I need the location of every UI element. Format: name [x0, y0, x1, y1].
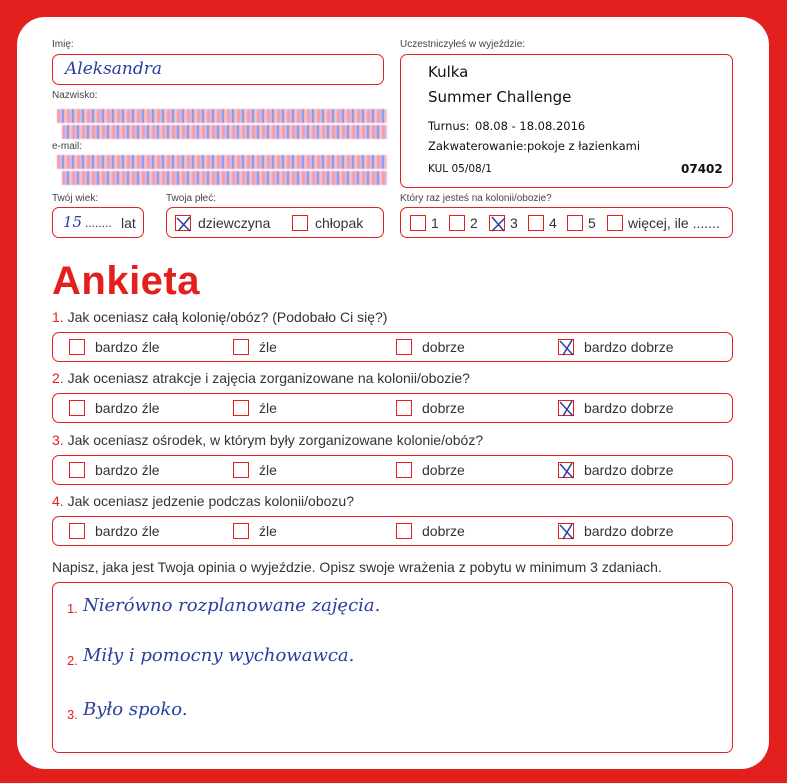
name-label: Imię: — [52, 39, 74, 50]
rating-option-label: dobrze — [422, 339, 465, 355]
email-label: e-mail: — [52, 141, 83, 152]
question-text: Jak oceniasz jedzenie podczas kolonii/obozu? — [67, 493, 354, 509]
rating-checkbox[interactable] — [69, 523, 85, 539]
opinion-num-1: 1. — [67, 601, 78, 616]
question-text: Jak oceniasz ośrodek, w którym były zorganizowane kolonie/obóz? — [67, 432, 484, 448]
camp-number: 07402 — [681, 162, 723, 176]
times-option-3: 3 — [510, 215, 518, 231]
gender-checkbox-male[interactable] — [292, 215, 308, 231]
answer-row-2 — [52, 393, 733, 423]
question-text: Jak oceniasz całą kolonię/obóz? (Podobało Ci się?) — [67, 309, 388, 325]
gender-option-female: dziewczyna — [198, 215, 271, 231]
question-4 — [52, 493, 354, 509]
age-unit: lat — [121, 215, 136, 231]
rating-option-label: bardzo źle — [95, 400, 160, 416]
times-option-more: więcej, ile ....... — [628, 215, 720, 231]
gender-label: Twoja płeć: — [166, 193, 217, 204]
camp-name-line1: Kulka — [428, 63, 469, 81]
check-mark-icon — [174, 214, 194, 234]
rating-checkbox[interactable] — [233, 523, 249, 539]
question-text: Jak oceniasz atrakcje i zajęcia zorganizowane na kolonii/obozie? — [67, 370, 470, 386]
rating-checkbox[interactable] — [396, 462, 412, 478]
rating-option-label: bardzo dobrze — [584, 339, 674, 355]
rating-option-label: źle — [259, 339, 277, 355]
times-label: Który raz jesteś na kolonii/obozie? — [400, 193, 552, 204]
opinion-line-3: Było spoko. — [83, 699, 188, 720]
check-mark-icon — [557, 522, 577, 542]
rating-option-label: bardzo dobrze — [584, 462, 674, 478]
rating-option-label: dobrze — [422, 462, 465, 478]
opinion-num-2: 2. — [67, 653, 78, 668]
question-1 — [52, 309, 387, 325]
times-option-2: 2 — [470, 215, 478, 231]
answer-row-3 — [52, 455, 733, 485]
age-dots: ........ — [85, 216, 112, 230]
rating-option-label: bardzo dobrze — [584, 400, 674, 416]
check-mark-icon — [557, 461, 577, 481]
camp-info-box — [400, 54, 733, 188]
rating-option-label: bardzo dobrze — [584, 523, 674, 539]
check-mark-icon — [557, 338, 577, 358]
rating-checkbox[interactable] — [233, 462, 249, 478]
check-mark-icon — [557, 399, 577, 419]
answer-row-4 — [52, 516, 733, 546]
rating-option-label: bardzo źle — [95, 339, 160, 355]
opinion-line-1: Nierówno rozplanowane zajęcia. — [83, 595, 381, 616]
question-2 — [52, 370, 470, 386]
rating-checkbox[interactable] — [69, 339, 85, 355]
rating-checkbox[interactable] — [558, 339, 574, 355]
email-redacted-2 — [62, 171, 387, 185]
rating-option-label: dobrze — [422, 523, 465, 539]
times-checkbox-more[interactable] — [607, 215, 623, 231]
rating-checkbox[interactable] — [396, 339, 412, 355]
question-number: 3. — [52, 432, 64, 448]
survey-title: Ankieta — [52, 259, 200, 303]
question-number: 4. — [52, 493, 64, 509]
opinion-num-3: 3. — [67, 707, 78, 722]
surname-redacted — [57, 109, 387, 123]
times-option-1: 1 — [431, 215, 439, 231]
rating-option-label: bardzo źle — [95, 462, 160, 478]
check-mark-icon — [488, 214, 508, 234]
rating-option-label: źle — [259, 400, 277, 416]
rating-checkbox[interactable] — [396, 523, 412, 539]
opinion-prompt: Napisz, jaka jest Twoja opinia o wyjeździe. Opisz swoje wrażenia z pobytu w minimum 3 zdaniach. — [52, 559, 662, 575]
times-option-4: 4 — [549, 215, 557, 231]
gender-field — [166, 207, 384, 238]
question-number: 2. — [52, 370, 64, 386]
age-label: Twój wiek: — [52, 193, 99, 204]
opinion-line-2: Miły i pomocny wychowawca. — [83, 645, 355, 666]
times-field — [400, 207, 733, 238]
times-checkbox-2[interactable] — [449, 215, 465, 231]
rating-option-label: bardzo źle — [95, 523, 160, 539]
name-value: Aleksandra — [65, 59, 163, 79]
gender-checkbox-female[interactable] — [175, 215, 191, 231]
times-checkbox-4[interactable] — [528, 215, 544, 231]
camp-code: KUL 05/08/1 — [428, 163, 492, 175]
times-checkbox-1[interactable] — [410, 215, 426, 231]
participation-label: Uczestniczyłeś w wyjeździe: — [400, 39, 526, 50]
surname-label: Nazwisko: — [52, 90, 98, 101]
answer-row-1 — [52, 332, 733, 362]
rating-checkbox[interactable] — [558, 523, 574, 539]
rating-checkbox[interactable] — [233, 339, 249, 355]
rating-checkbox[interactable] — [558, 400, 574, 416]
rating-option-label: źle — [259, 462, 277, 478]
accommodation-label: Zakwaterowanie: — [428, 139, 528, 153]
question-3 — [52, 432, 483, 448]
accommodation-value: pokoje z łazienkami — [527, 139, 641, 153]
rating-checkbox[interactable] — [558, 462, 574, 478]
rating-option-label: dobrze — [422, 400, 465, 416]
rating-checkbox[interactable] — [233, 400, 249, 416]
camp-name-line2: Summer Challenge — [428, 88, 572, 106]
rating-checkbox[interactable] — [396, 400, 412, 416]
age-value: 15 — [63, 213, 83, 231]
times-option-5: 5 — [588, 215, 596, 231]
times-checkbox-5[interactable] — [567, 215, 583, 231]
age-field[interactable] — [52, 207, 144, 238]
surname-redacted-2 — [62, 125, 387, 139]
gender-option-male: chłopak — [315, 215, 364, 231]
survey-sheet — [17, 17, 769, 769]
times-checkbox-3[interactable] — [489, 215, 505, 231]
name-field[interactable] — [52, 54, 384, 85]
rating-checkbox[interactable] — [69, 462, 85, 478]
opinion-field[interactable] — [52, 582, 733, 753]
turnus-value: 08.08 - 18.08.2016 — [475, 119, 586, 133]
email-redacted — [57, 155, 387, 169]
turnus-label: Turnus: — [428, 119, 470, 133]
question-number: 1. — [52, 309, 64, 325]
rating-checkbox[interactable] — [69, 400, 85, 416]
rating-option-label: źle — [259, 523, 277, 539]
